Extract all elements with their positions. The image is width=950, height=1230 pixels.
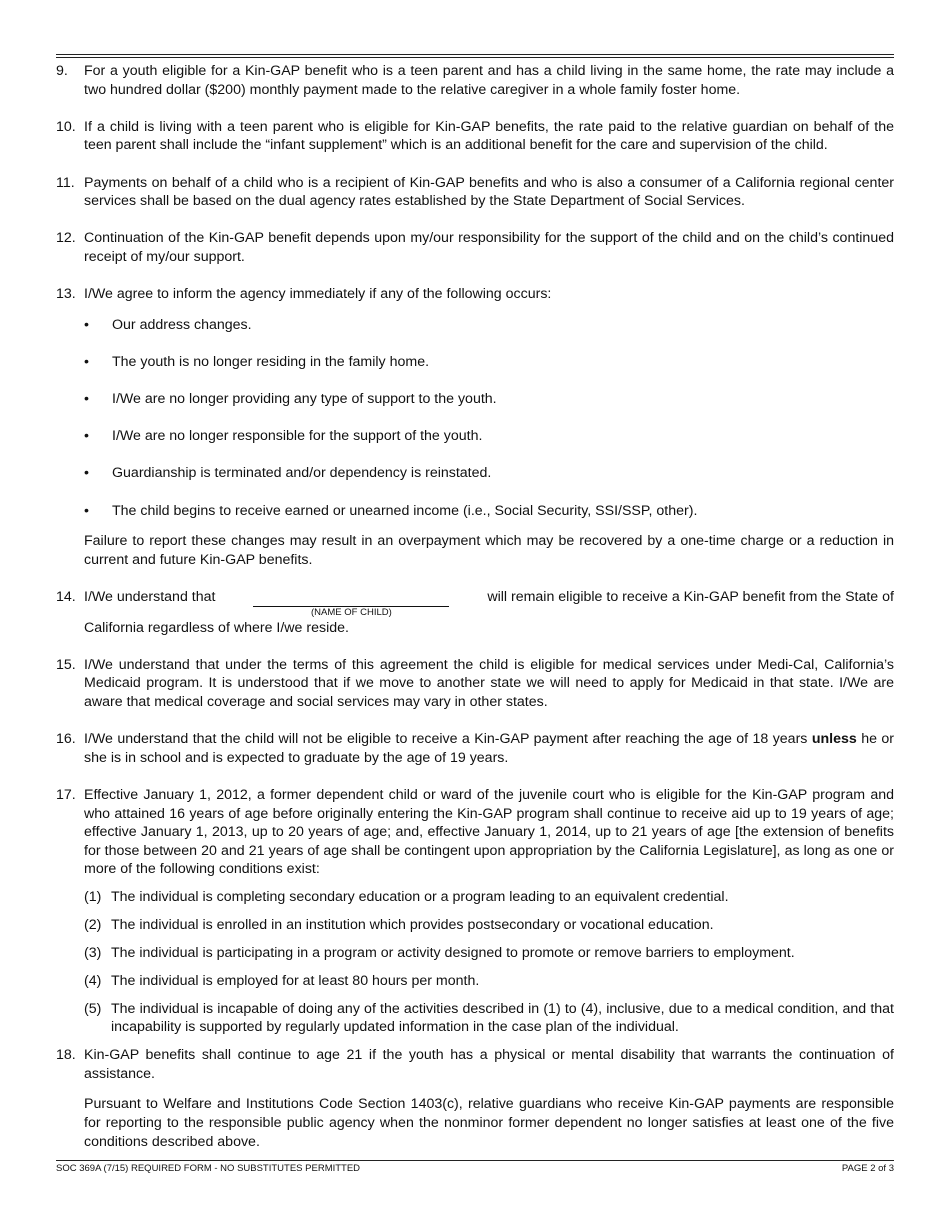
bullet-icon: •	[84, 465, 89, 482]
child-name-field[interactable]	[253, 592, 449, 618]
condition-item: (1) The individual is completing secondary education or a program leading to an equivalent credential.	[84, 889, 729, 906]
form-id: SOC 369A (7/15) REQUIRED FORM - NO SUBSTITUTES PERMITTED	[56, 1163, 361, 1174]
page-footer	[56, 1160, 894, 1174]
item-text-after: will remain eligible to receive a Kin-GAP benefit from the State of	[487, 589, 894, 606]
item-15	[56, 656, 894, 712]
condition-item: (3) The individual is participating in a program or activity designed to promote or remove barriers to employment.	[84, 945, 795, 962]
condition-item: (5) The individual is incapable of doing any of the activities described in (1) to (4), inclusive, due to a medical condition, and that incapability is supported by regularly updated information in the case plan of the individual.	[84, 1000, 894, 1036]
item-number: 9.	[56, 63, 68, 79]
item-number: 10.	[56, 118, 76, 135]
item-text: Continuation of the Kin-GAP benefit depends upon my/our responsibility for the support of the child and on the child’s continued receipt of my/our support.	[84, 230, 894, 265]
item-number: 17.	[56, 786, 76, 803]
item-emphasis: unless	[811, 731, 857, 748]
item-number: 11.	[56, 174, 75, 191]
list-item: • I/We are no longer providing any type of support to the youth.	[84, 391, 497, 408]
item-text: Effective January 1, 2012, a former dependent child or ward of the juvenile court who is eligible for the Kin-GAP program and who attained 16 years of age before originally entering the Kin-GAP program shall continue to receive aid up to 19 years of age; effective January 1, 2013, up to 20 years of age; and, effective January 1, 2014, up to 21 years of age [the extension of benefits for those between 20 and 21 years of age shall be contingent upon appropriation by the California Legislature], as long as one or more of the following conditions exist:	[84, 786, 894, 878]
item-text-line2: California regardless of where I/we reside.	[84, 619, 349, 636]
item-text: I/We agree to inform the agency immediately if any of the following occurs:	[84, 286, 552, 303]
item-18-note: Pursuant to Welfare and Institutions Code Section 1403(c), relative guardians who receive Kin-GAP payments are responsible for reporting to the responsible public agency when the nonminor former dependent no longer satisfies at least one of the five conditions described above.	[84, 1096, 894, 1150]
item-10	[56, 118, 894, 155]
item-13-note: Failure to report these changes may result in an overpayment which may be recovered by a one-time charge or a reduction in current and future Kin-GAP benefits.	[84, 533, 894, 568]
list-item: • Guardianship is terminated and/or dependency is reinstated.	[84, 465, 492, 482]
item-text: I/We understand that the child will not be eligible to receive a Kin-GAP payment after reaching the age of 18 years	[84, 731, 808, 748]
item-text: For a youth eligible for a Kin-GAP benefit who is a teen parent and has a child living in the same home, the rate may include a two hundred dollar ($200) monthly payment made to the relative caregiver in a whole family foster home.	[84, 63, 894, 98]
item-text-cont: he or she is in school and is expected to graduate by the age of 19 years.	[84, 731, 894, 766]
item-17	[56, 786, 894, 1037]
bullet-icon: •	[84, 502, 89, 519]
item-text: Kin-GAP benefits shall continue to age 21 if the youth has a physical or mental disability that warrants the continuation of assistance.	[84, 1047, 894, 1082]
list-item: • The child begins to receive earned or unearned income (i.e., Social Security, SSI/SSP, other).	[84, 502, 698, 519]
item-14	[56, 588, 894, 637]
item-11	[56, 174, 894, 211]
bullet-icon: •	[84, 428, 89, 445]
item-9	[56, 62, 894, 99]
item-number: 13.	[56, 286, 76, 303]
item-number: 16.	[56, 731, 76, 748]
bullet-icon: •	[84, 353, 89, 370]
item-number: 12.	[56, 230, 76, 247]
list-item: • Our address changes.	[84, 316, 252, 333]
form-page	[56, 54, 894, 1151]
bullet-icon: •	[84, 391, 89, 408]
condition-item: (4) The individual is employed for at least 80 hours per month.	[84, 972, 480, 989]
item-13	[56, 285, 894, 569]
top-divider	[56, 54, 894, 58]
bullet-icon: •	[84, 316, 89, 333]
item-12	[56, 229, 894, 266]
item-16	[56, 730, 894, 767]
item-text: I/We understand that under the terms of this agreement the child is eligible for medical services under Medi-Cal, California’s Medicaid program. It is understood that if we move to another state we will need to apply for Medicaid in that state. I/We are aware that medical coverage and social services may vary in other states.	[84, 656, 894, 710]
page-number: PAGE 2 of 3	[841, 1163, 894, 1174]
item-number: 14.	[56, 589, 76, 606]
list-item: • I/We are no longer responsible for the support of the youth.	[84, 428, 483, 445]
item-text-before: I/We understand that	[84, 589, 216, 606]
item-number: 15.	[56, 656, 76, 673]
list-item: • The youth is no longer residing in the family home.	[84, 353, 430, 370]
item-text: If a child is living with a teen parent who is eligible for Kin-GAP benefits, the rate paid to the relative guardian on behalf of the teen parent shall include the “infant supplement” which is an additional benefit for the care and supervision of the child.	[84, 118, 894, 154]
condition-item: (2) The individual is enrolled in an institution which provides postsecondary or vocational education.	[84, 917, 714, 934]
item-number: 18.	[56, 1047, 76, 1064]
item-text: Payments on behalf of a child who is a recipient of Kin-GAP benefits and who is also a consumer of a California regional center services shall be based on the dual agency rates established by the State Department of Social Services.	[84, 174, 894, 210]
item-18	[56, 1046, 894, 1151]
child-name-label: (NAME OF CHILD)	[311, 606, 392, 618]
